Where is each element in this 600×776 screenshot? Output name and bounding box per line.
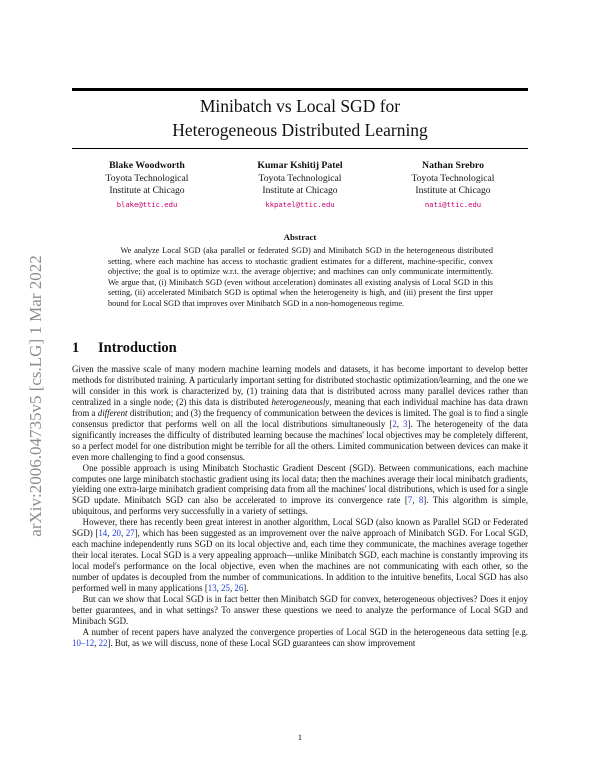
section-number: 1 (72, 340, 80, 356)
section-heading (72, 340, 528, 357)
text-run: One possible approach is using Minibatch Stochastic Gradient Descent (SGD). Between communications, each machine computes one large minibatch stochastic gradient using its local data; then the machines average their local minibatch gradients, yielding one extra-large minibatch gradient comprising data from all the machines' local distributions, which is used for a single SGD update. Minibatch SGD can also be accelerated to improve its convergence rate [ (72, 462, 528, 506)
author-email[interactable]: kkpatel@ttic.edu (265, 199, 335, 209)
citation-link[interactable]: 3 (403, 418, 408, 429)
text-run: , (94, 637, 99, 648)
paper-title (72, 94, 528, 142)
section-title: Introduction (98, 340, 177, 356)
citation-link[interactable]: 2 (392, 418, 397, 429)
citation-link[interactable]: 13 (207, 583, 217, 594)
author-name: Blake Woodworth (109, 160, 185, 171)
title-rule-top (72, 88, 528, 91)
text-run: , (412, 495, 419, 506)
text-run: Given the massive scale of many modern machine learning models and datasets, it has become important to develop better methods for distributed training. A particularly important setting for distributed stochastic optimization/learning, and the one we will consider in this work is characterized by, (1) training data that is distributed across many parallel devices rather than centralized in a single node; (2) this data is distributed (72, 364, 528, 407)
text-run: ]. The heterogeneity of the data significantly increases the difficulty of distributed learning because the machines' local objectives may be completely different, so a perfect model for one distribution might be terrible for all the others. Limited communication between devices can make it even more challenging to find a good consensus. (72, 418, 528, 462)
text-run: distribution; and (3) the frequency of communication between the devices is limited. The goal is to find a single consensus predictor that performs well on all the local distributions simultaneously [ (72, 407, 528, 429)
author-affiliation: Toyota Technological (258, 172, 342, 184)
author-affiliation: Institute at Chicago (415, 185, 491, 196)
citation-link[interactable]: 7 (407, 495, 413, 506)
citation-link[interactable]: 14 (98, 528, 108, 539)
author-name: Kumar Kshitij Patel (257, 160, 343, 171)
author-name: Nathan Srebro (422, 160, 484, 171)
paragraph-5 (72, 627, 528, 649)
author-2 (225, 160, 375, 211)
text-run: , (216, 583, 222, 594)
text-run: A number of recent papers have analyzed the convergence properties of Local SGD in the heterogeneous data setting [e.g. (82, 626, 528, 637)
citation-link[interactable]: 10–12 (72, 637, 95, 648)
title-line-1: Minibatch vs Local SGD for (199, 96, 401, 116)
paragraph-4: But can we show that Local SGD is in fact better then Minibatch SGD for convex, heterogeneous objectives? Does it enjoy better guarantees, and in what settings? To answer these questions we need to analyze the performance of Local SGD and Minibach SGD. (72, 594, 528, 626)
citation-link[interactable]: 25 (221, 583, 230, 594)
author-affiliation: Toyota Technological (411, 172, 495, 184)
paragraph-3 (72, 517, 528, 594)
paragraph-1 (72, 364, 528, 463)
page-number: 1 (297, 732, 303, 742)
text-run: , (120, 528, 126, 539)
author-affiliation: Institute at Chicago (262, 185, 338, 196)
text-run: , (107, 528, 113, 539)
text-run: , (396, 418, 404, 429)
citation-link[interactable]: 22 (98, 637, 108, 648)
citation-link[interactable]: 27 (125, 528, 135, 539)
author-affiliation: Institute at Chicago (109, 185, 185, 196)
author-email[interactable]: blake@ttic.edu (116, 199, 178, 209)
text-run: , (229, 583, 235, 594)
title-rule-bottom (72, 148, 528, 149)
text-run: , meaning that each individual machine has data drawn from a (72, 396, 528, 418)
abstract-heading: Abstract (283, 232, 317, 242)
author-affiliation: Toyota Technological (105, 172, 189, 184)
citation-link[interactable]: 8 (418, 495, 424, 506)
emphasis: different (97, 407, 128, 418)
text-run: However, there has recently been great interest in another algorithm, Local SGD (also known as Parallel SGD or Federated SGD) [ (72, 517, 528, 539)
arxiv-stamp: arXiv:2006.04735v5 [cs.LG] 1 Mar 2022 (26, 255, 45, 537)
citation-link[interactable]: 26 (234, 583, 244, 594)
body-text (72, 364, 528, 649)
text-run: ]. But, as we will discuss, none of these Local SGD guarantees can show improvement (107, 637, 416, 648)
author-email[interactable]: nati@ttic.edu (424, 199, 482, 209)
paragraph-2 (72, 463, 528, 518)
title-line-2: Heterogeneous Distributed Learning (172, 120, 428, 140)
author-3 (378, 160, 528, 211)
abstract-text: We analyze Local SGD (aka parallel or federated SGD) and Minibatch SGD in the heterogeneous distributed setting, where each machine has access to stochastic gradient estimates for a different, machine-specific, convex objective; the goal is to optimize w.r.t. the average objective; and machines can only communicate intermittently. We argue that, (i) Minibatch SGD (even without acceleration) dominates all existing analysis of Local SGD in this setting, (ii) accelerated Minibatch SGD is optimal when the heterogeneity is high, and (iii) present the first upper bound for Local SGD that improves over Minibatch SGD in a non-homogeneous regime. (108, 246, 493, 308)
emphasis: heterogeneously (271, 396, 330, 407)
text-run: ]. (243, 583, 249, 594)
text-run: ]. This algorithm is simple, ubiquitous, and performs very successfully in a variety of settings. (72, 495, 528, 517)
text-run: ], which has been suggested as an improvement over the naïve approach of Minibatch SGD. For Local SGD, each machine independently runs SGD on its local objective and, each time they communicate, the machines average together their local iterates. Local SGD is a very appealing approach—unlike Minibatch SGD, each machine is constantly improving its local model's performance on the local objective, even when the machines are not communicating with each other, so the number of updates is decoupled from the number of communications. In addition to the intuitive benefits, Local SGD has also performed well in many applications [ (72, 528, 529, 594)
author-1 (72, 160, 222, 211)
citation-link[interactable]: 20 (112, 528, 121, 539)
